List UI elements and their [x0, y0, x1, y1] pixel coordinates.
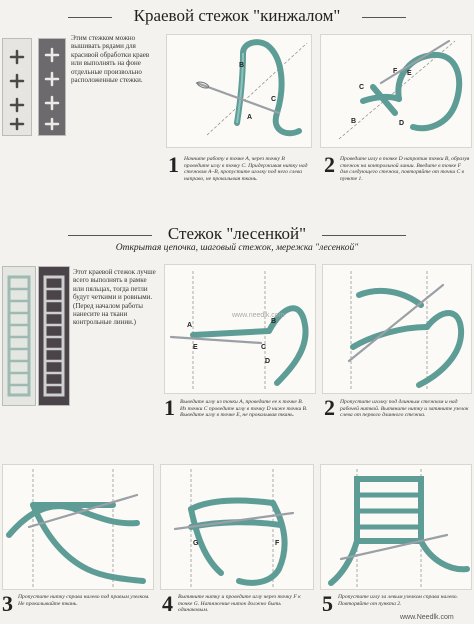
dagger-step2-drawing	[321, 35, 471, 147]
dagger-stitch-sample-dark	[39, 39, 65, 135]
ladder-step1-drawing	[165, 265, 315, 393]
title2-rule-left	[68, 235, 152, 236]
section2-description: Этот краевой стежок лучше всего выполнять в рамке или пяльцах, тогда петли будут четкими и ровными. (Перед началом работы нанесите на ткани контрольные линии.)	[73, 268, 156, 327]
dagger-stitch-sample	[3, 39, 31, 135]
dagger-step1-drawing	[167, 35, 311, 147]
ladder-step5-drawing	[321, 465, 471, 589]
label-a: A	[187, 322, 193, 329]
dagger-swatch-dark	[38, 38, 66, 136]
label-f: F	[393, 68, 398, 75]
ladder-step3-drawing	[3, 465, 153, 589]
label-b: B	[239, 62, 245, 69]
label-e: E	[193, 344, 198, 351]
section1-description: Этим стежком можно вышивать рядами для красивой обработки краев или выполнять на фоне отдельные произвольно расположенные стежки.	[71, 34, 150, 85]
section2-subtitle: Открытая цепочка, шаговый стежок, мережка "лесенкой"	[115, 243, 359, 253]
title-rule-right	[362, 17, 406, 18]
label-b: B	[351, 118, 357, 125]
section2-step1-text: Выведите иглу из точки A, проведите ее к точке B. Из точки C проведите иглу в точку D ниже точки B. Выведите иглу в точке E, не прокалывая ткань.	[180, 399, 308, 419]
label-b: B	[271, 318, 277, 325]
ladder-swatch-light	[2, 266, 36, 406]
ladder-swatch-dark	[38, 266, 70, 406]
title2-rule-right	[322, 235, 406, 236]
section2-step2-illustration	[322, 264, 472, 394]
section1-title: Краевой стежок "кинжалом"	[133, 6, 341, 25]
dagger-swatch-light	[2, 38, 32, 136]
section2-step3-illustration	[2, 464, 154, 590]
section2-step2-number: 2	[324, 395, 335, 420]
label-c: C	[271, 96, 277, 103]
section2-step4-illustration	[160, 464, 314, 590]
section2-step2-text: Пропустите иголку под длинным стежком и над рабочей ниткой. Вытяните нитку и затяните узелок слева от первого длинного стежка.	[340, 399, 469, 419]
section2-step3-text: Пропустите нитку справа налево под правым узелком. Не прокалывайте ткань.	[18, 594, 150, 607]
section1-step1-text: Начните работу в точке A, через точку B проведите иглу в точку C. Придерживая нитку над стежком A–B, пропустите иголку под него слева направо, не прокалывая ткань.	[184, 156, 308, 182]
label-a: A	[247, 114, 253, 121]
site-credit: www.Needlk.com	[400, 614, 454, 621]
section1-step1-illustration	[166, 34, 312, 148]
section1-step2-number: 2	[324, 152, 335, 177]
section2-step4-number: 4	[162, 591, 173, 616]
ladder-step2-drawing	[323, 265, 471, 393]
section1-step2-illustration	[320, 34, 472, 148]
label-c: C	[261, 344, 267, 351]
section2-step3-number: 3	[2, 591, 13, 616]
section2-step1-number: 1	[164, 395, 175, 420]
section2-step1-illustration	[164, 264, 316, 394]
section2-step5-number: 5	[322, 591, 333, 616]
ladder-stitch-sample	[3, 267, 35, 405]
section1-step1-number: 1	[168, 152, 179, 177]
section2-title: Стежок "лесенкой"	[167, 224, 307, 243]
ladder-stitch-sample-dark	[39, 267, 69, 405]
section2-step4-text: Вытяните нитку и проведите иглу через точку F к точке G. Натяжение ниток должно быть одинаковым.	[178, 594, 301, 614]
ladder-step4-drawing	[161, 465, 313, 589]
section1-step2-text: Проведите иглу в точке D напротив точки B, образуя стежок на контрольной линии. Введите в точке F для следующего стежка, повторяйте от точки C в пункте 1.	[340, 156, 470, 182]
section2-step5-illustration	[320, 464, 472, 590]
label-e: E	[407, 70, 412, 77]
title-rule-left	[68, 17, 112, 18]
label-d: D	[265, 358, 271, 365]
label-c: C	[359, 84, 365, 91]
watermark: www.needlk.com	[232, 312, 285, 319]
section2-step5-text: Пропустите иглу за левым узелком справа налево. Повторяйте от пункта 2.	[338, 594, 458, 607]
label-g: G	[193, 540, 199, 547]
label-d: D	[399, 120, 405, 127]
label-f: F	[275, 540, 280, 547]
